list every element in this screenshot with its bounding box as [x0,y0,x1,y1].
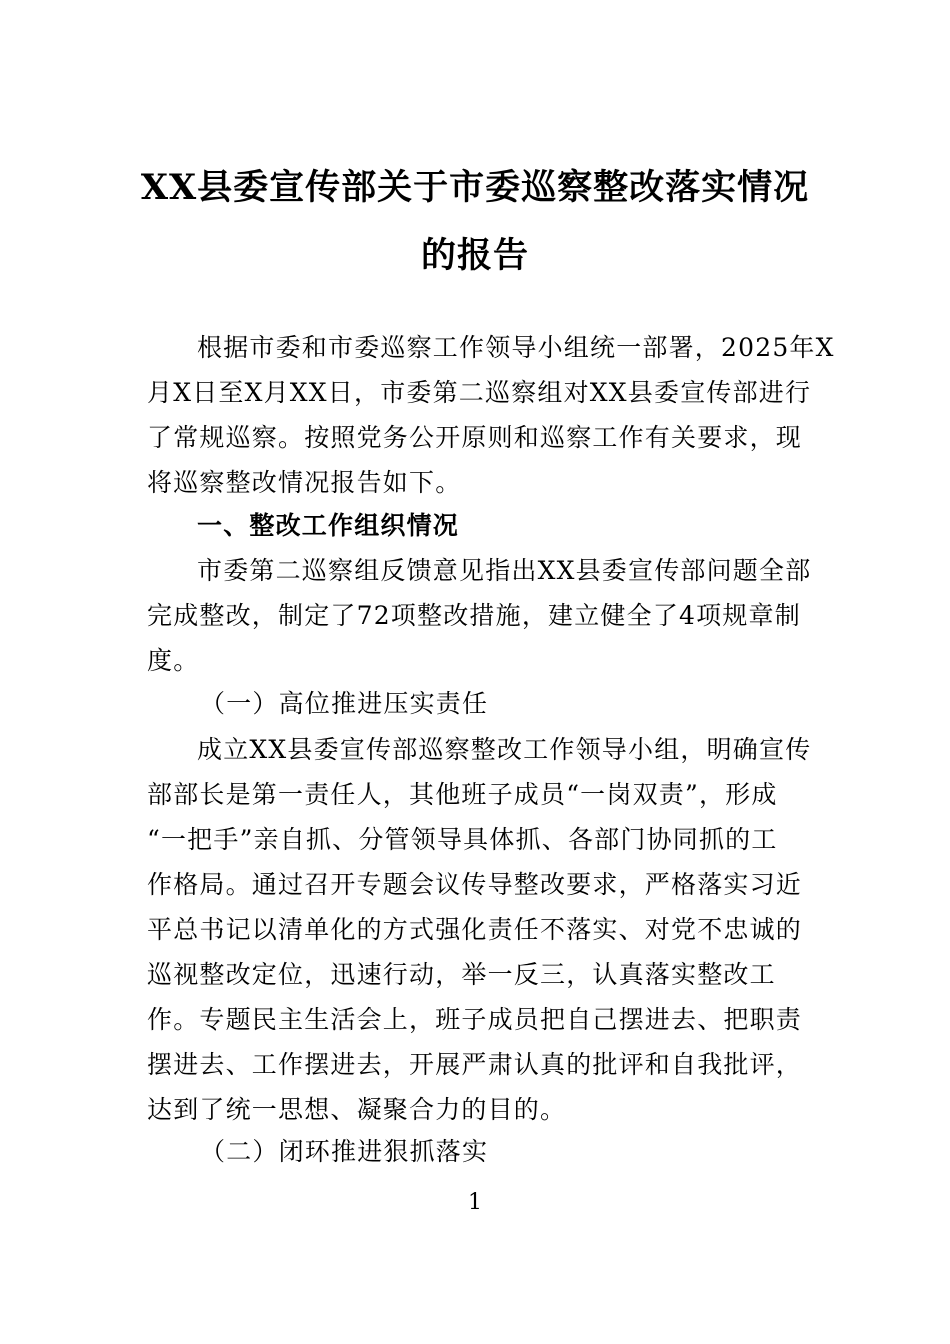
document-title-line-2: 的报告 [420,235,529,276]
paragraph-line: 平总书记以清单化的方式强化责任不落实、对党不忠诚的 [147,915,803,944]
subsection-heading: （一）高位推进压实责任 [200,689,489,718]
paragraph-line: 部部长是第一责任人，其他班子成员“一岗双责”，形成 [147,780,778,809]
paragraph-line: 作格局。通过召开专题会议传导整改要求，严格落实习近 [147,870,803,899]
paragraph-line: 将巡察整改情况报告如下。 [147,468,462,497]
paragraph-first-line: 根据市委和市委巡察工作领导小组统一部署，2025年X [197,333,835,362]
paragraph-first-line: 市委第二巡察组反馈意见指出XX县委宣传部问题全部 [197,556,812,585]
paragraph-first-line: 成立XX县委宣传部巡察整改工作领导小组，明确宣传 [197,735,812,764]
paragraph-line: 月X日至X月XX日，市委第二巡察组对XX县委宣传部进行 [147,378,812,407]
paragraph-line: 了常规巡察。按照党务公开原则和巡察工作有关要求，现 [147,423,803,452]
paragraph-line: “一把手”亲自抓、分管领导具体抓、各部门协同抓的工 [147,825,778,854]
paragraph-line: 作。专题民主生活会上，班子成员把自己摆进去、把职责 [147,1005,803,1034]
subsection-heading: （二）闭环推进狠抓落实 [200,1137,489,1166]
page-number: 1 [468,1190,482,1215]
paragraph-line: 摆进去、工作摆进去，开展严肃认真的批评和自我批评， [147,1050,803,1079]
paragraph-line: 度。 [147,646,200,675]
section-heading: 一、整改工作组织情况 [197,511,460,540]
document-title-line-1: XX县委宣传部关于市委巡察整改落实情况 [140,167,810,208]
paragraph-line: 达到了统一思想、凝聚合力的目的。 [147,1095,567,1124]
paragraph-line: 巡视整改定位，迅速行动，举一反三，认真落实整改工 [147,960,776,989]
paragraph-line: 完成整改，制定了72项整改措施，建立健全了4项规章制 [147,601,801,630]
